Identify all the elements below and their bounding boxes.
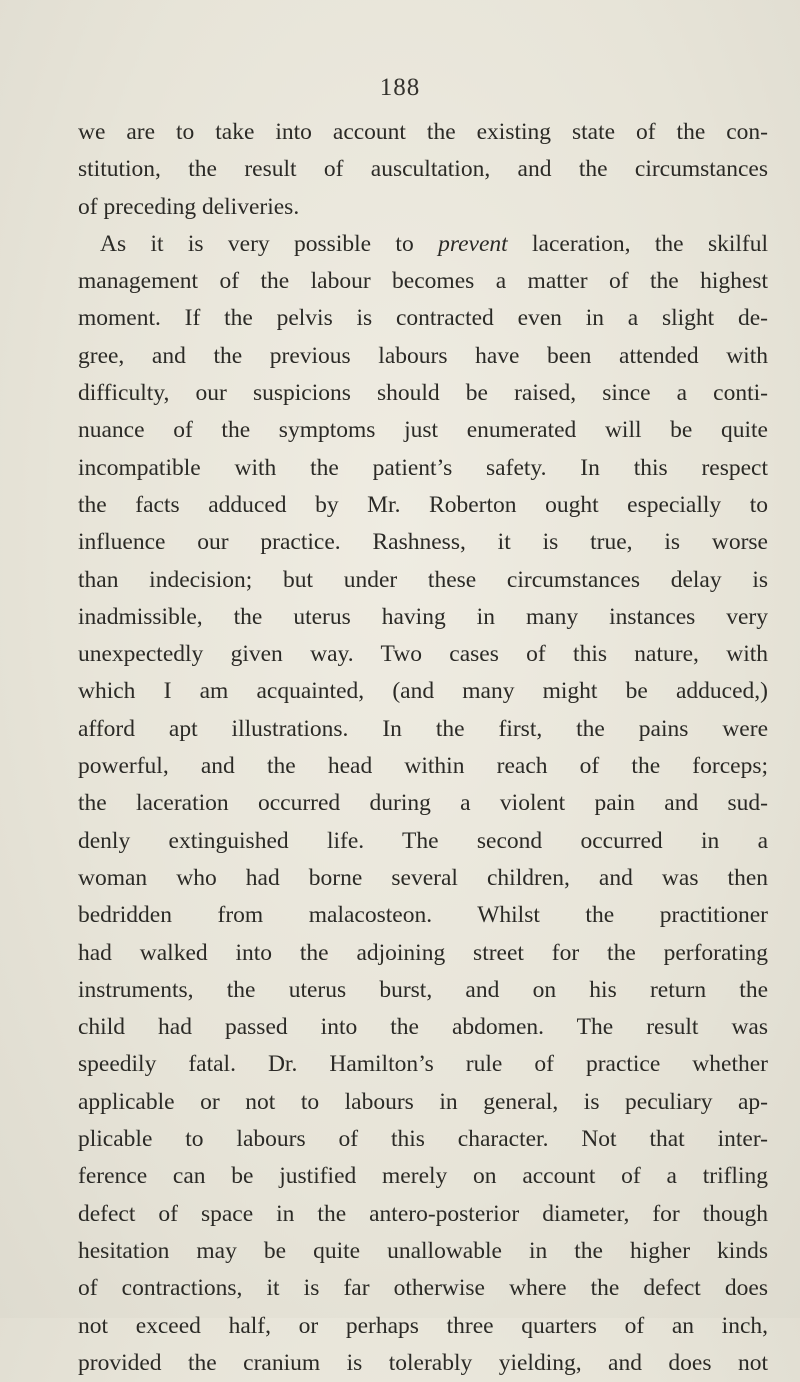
text-line: management of the labour becomes a matter of the highest [78,268,768,295]
text-line: had walked into the adjoining street for the perforating [78,939,768,966]
text-line: moment. If the pelvis is contracted even in a slight de- [78,305,768,332]
text-line: of preceding deliveries. [78,193,300,220]
text-line: the facts adduced by Mr. Roberton ought especially to [78,491,768,518]
text-line: applicable or not to labours in general, is peculiary ap- [78,1088,768,1115]
text-line: hesitation may be quite unallowable in the higher kinds [78,1237,768,1264]
text-line: plicable to labours of this character. Not that inter- [78,1126,768,1153]
text-line: defect of space in the antero-posterior diameter, for though [78,1200,768,1227]
text-line: inadmissible, the uterus having in many instances very [78,603,768,630]
text-line: nuance of the symptoms just enumerated will be quite [78,417,768,444]
text-line: unexpectedly given way. Two cases of this nature, with [78,641,768,668]
text-line: stitution, the result of auscultation, and the circumstances [78,156,768,183]
text-line: bedridden from malacosteon. Whilst the practitioner [78,902,768,929]
text-line: denly extinguished life. The second occurred in a [78,827,768,854]
text-line: we are to take into account the existing state of the con- [78,119,768,145]
text-line: afford apt illustrations. In the first, the pains were [78,715,768,742]
text-line: the laceration occurred during a violent pain and sud- [78,790,768,817]
text-line: child had passed into the abdomen. The result was [78,1014,768,1041]
text-line: incompatible with the patient’s safety. In this respect [78,454,768,481]
text-line: of contractions, it is far otherwise where the defect does [78,1275,768,1302]
text-line: gree, and the previous labours have been attended with [78,342,768,369]
text-line: instruments, the uterus burst, and on his return the [78,976,768,1003]
text-line: As it is very possible to prevent laceration, the skilful [100,230,769,257]
text-line: ference can be justified merely on account of a trifling [78,1163,768,1190]
text-line: provided the cranium is tolerably yielding, and does not [78,1349,768,1376]
text-line: than indecision; but under these circumstances delay is [78,566,768,593]
text-line: powerful, and the head within reach of the forceps; [78,753,768,780]
text-line: not exceed half, or perhaps three quarters of an inch, [78,1312,768,1339]
text-line: difficulty, our suspicions should be raised, since a conti- [78,380,768,407]
text-line: influence our practice. Rashness, it is true, is worse [78,529,768,556]
body-text [78,114,768,1382]
text-line: woman who had borne several children, and was then [78,864,768,891]
page-number: 188 [379,74,421,101]
text-line: speedily fatal. Dr. Hamilton’s rule of practice whether [78,1051,768,1078]
text-line: which I am acquainted, (and many might be adduced,) [78,678,768,705]
emphasis: prevent [438,230,508,257]
